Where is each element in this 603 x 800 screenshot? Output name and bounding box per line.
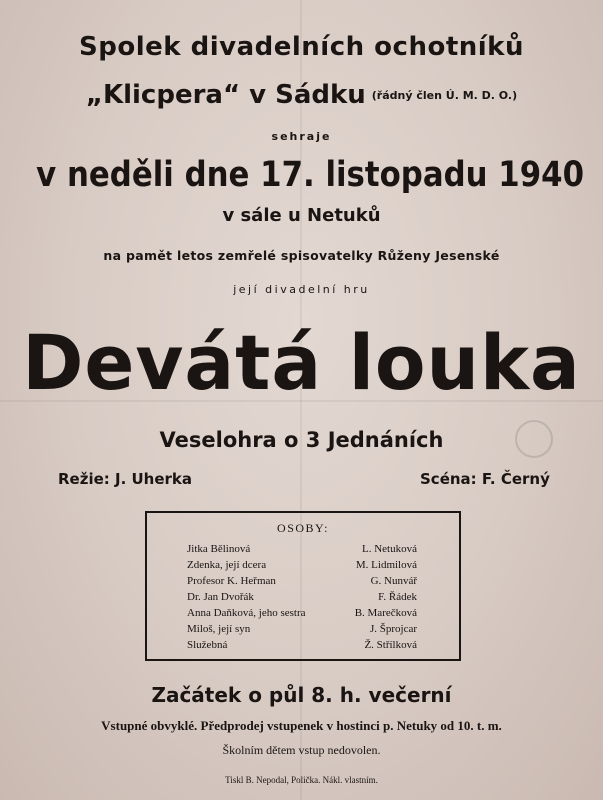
her-play-text: její divadelní hru [233, 283, 370, 296]
venue: v sále u Netuků [222, 205, 381, 226]
cast-actor: F. Řádek [378, 591, 417, 603]
cast-role: Zdenka, její dcera [187, 559, 267, 571]
society-name: Spolek divadelních ochotníků [79, 32, 524, 62]
cast-box [145, 511, 461, 661]
cast-role: Jitka Bělinová [187, 543, 251, 555]
cast-role: Profesor K. Heřman [187, 575, 276, 587]
cast-role: Dr. Jan Dvořák [187, 591, 254, 603]
cast-row [187, 559, 417, 575]
cast-heading: OSOBY: [277, 521, 329, 535]
scenography: Scéna: F. Černý [420, 470, 550, 488]
director: Režie: J. Uherka [58, 470, 193, 488]
children-notice: Školním dětem vstup nedovolen. [222, 743, 381, 757]
cast-role: Služebná [187, 639, 228, 651]
cast-row [187, 575, 417, 591]
cast-row [187, 623, 417, 639]
member-note: (řádný člen Ú. M. D. O.) [371, 89, 518, 102]
cast-role: Anna Daňková, jeho sestra [187, 607, 306, 619]
cast-row [187, 543, 417, 559]
cast-row [187, 591, 417, 607]
cast-actor: B. Marečková [354, 607, 417, 619]
cast-row [187, 639, 417, 655]
performance-date: v neděli dne 17. listopadu 1940 [36, 155, 585, 195]
cast-role: Miloš, její syn [187, 623, 251, 635]
society-subtitle [0, 80, 603, 110]
cast-actor: J. Šprojcar [369, 623, 417, 635]
society-klicpera: „Klicpera“ v Sádku [85, 80, 366, 110]
memorial-dedication: na pamět letos zemřelé spisovatelky Růženy Jesenské [103, 248, 500, 263]
play-title: Devátá louka [22, 318, 581, 407]
cast-actor: Ž. Střílková [364, 639, 417, 651]
cast-actor: G. Nunvář [370, 575, 417, 587]
admission-info: Vstupné obvyklé. Předprodej vstupenek v hostinci p. Netuky od 10. t. m. [101, 718, 502, 733]
play-genre: Veselohra o 3 Jednáních [159, 428, 444, 452]
faded-stamp [515, 420, 553, 458]
start-time: Začátek o půl 8. h. večerní [151, 683, 452, 707]
cast-actor: L. Netuková [362, 543, 417, 555]
cast-row [187, 607, 417, 623]
printer-credit: Tiskl B. Nepodal, Polička. Nákl. vlastním. [225, 775, 378, 785]
cast-actor: M. Lidmilová [355, 559, 417, 571]
presents-text: sehraje [271, 130, 332, 143]
